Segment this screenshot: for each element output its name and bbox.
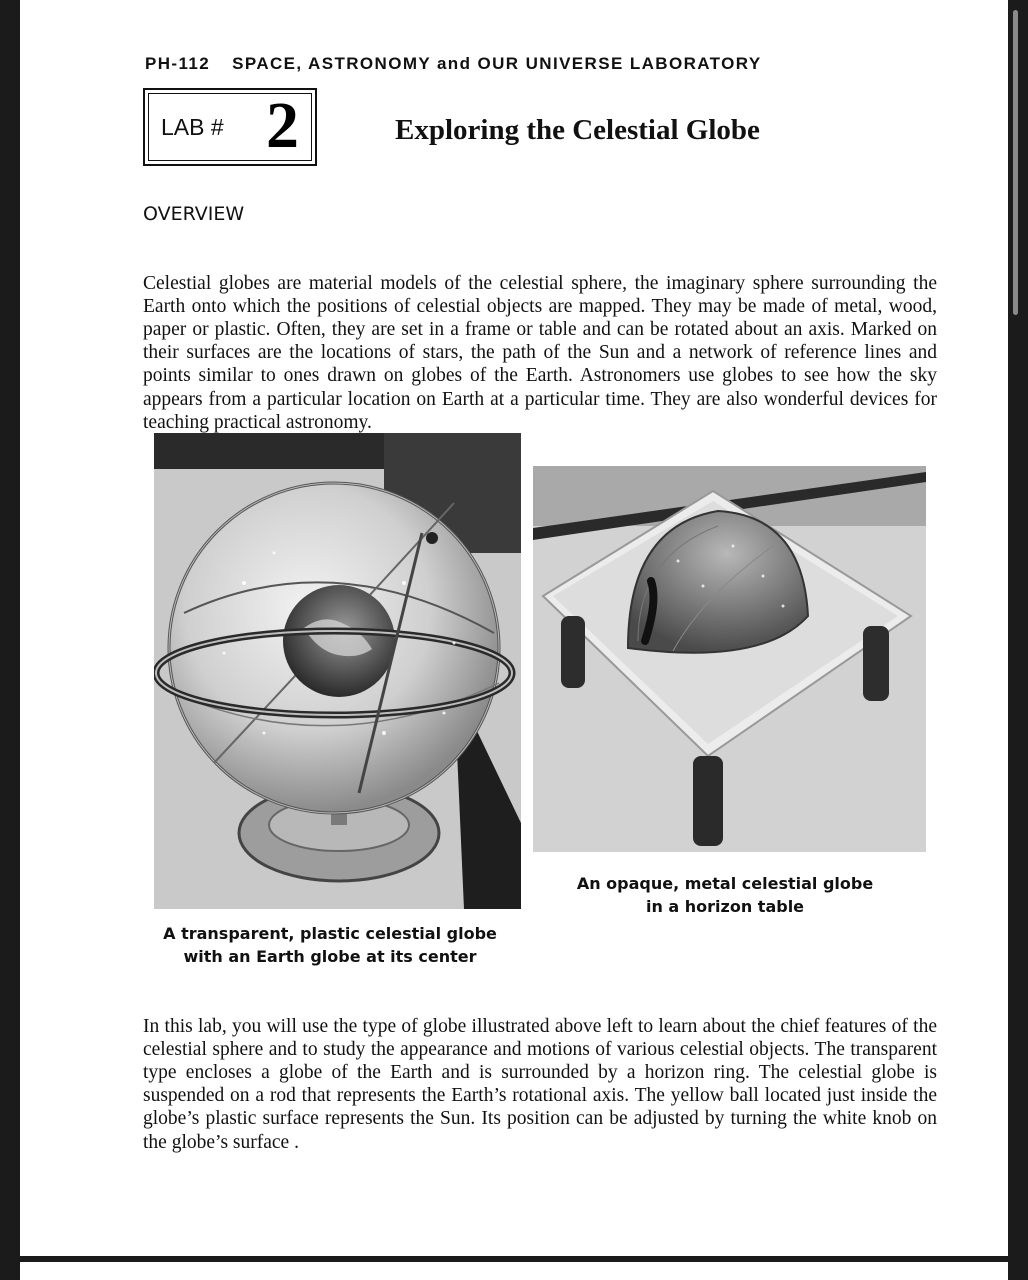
course-header: [145, 54, 762, 74]
right-caption-line1: An opaque, metal celestial globe: [576, 874, 874, 893]
transparent-celestial-globe-photo: [154, 433, 521, 909]
course-title: SPACE, ASTRONOMY and OUR UNIVERSE LABORATORY: [232, 54, 762, 73]
lab-intro-paragraph: In this lab, you will use the type of globe illustrated above left to learn about the chief features of the celestial sphere and to study the appearance and motions of various celestial objects. The transparent type encloses a globe of the Earth and is surrounded by a horizon ring. The celestial globe is suspended on a rod that represents the Earth’s rotational axis. The yellow ball located just inside the globe’s plastic surface represents the Sun. Its position can be adjusted by turning the white knob on the globe’s surface .: [143, 1015, 937, 1153]
scrollbar[interactable]: [1013, 10, 1018, 315]
lab-number-box: [143, 88, 317, 166]
overview-paragraph: Celestial globes are material models of the celestial sphere, the imaginary sphere surrounding the Earth onto which the positions of celestial objects are mapped. They may be made of metal, wood, paper or plastic. Often, they are set in a frame or table and can be rotated about an axis. Marked on their surfaces are the locations of stars, the path of the Sun and a network of reference lines and points similar to ones drawn on globes of the Earth. Astronomers use globes to see how the sky appears from a particular location on Earth at a particular time. They are also wonderful devices for teaching practical astronomy.: [143, 272, 937, 433]
lab-number-box-inner: [148, 89, 312, 162]
next-page-edge: [20, 1262, 1008, 1280]
metal-celestial-globe-photo: [533, 466, 926, 852]
lab-number: 2: [266, 89, 299, 162]
lab-title: Exploring the Celestial Globe: [395, 114, 760, 146]
left-caption-line1: A transparent, plastic celestial globe: [163, 924, 497, 943]
course-code: PH-112: [145, 54, 211, 73]
left-figure-caption: [154, 922, 506, 968]
overview-heading: OVERVIEW: [143, 203, 245, 225]
left-caption-line2: with an Earth globe at its center: [183, 947, 477, 966]
right-figure-caption: [560, 872, 890, 918]
right-caption-line2: in a horizon table: [645, 897, 805, 916]
lab-label: LAB #: [161, 114, 224, 140]
